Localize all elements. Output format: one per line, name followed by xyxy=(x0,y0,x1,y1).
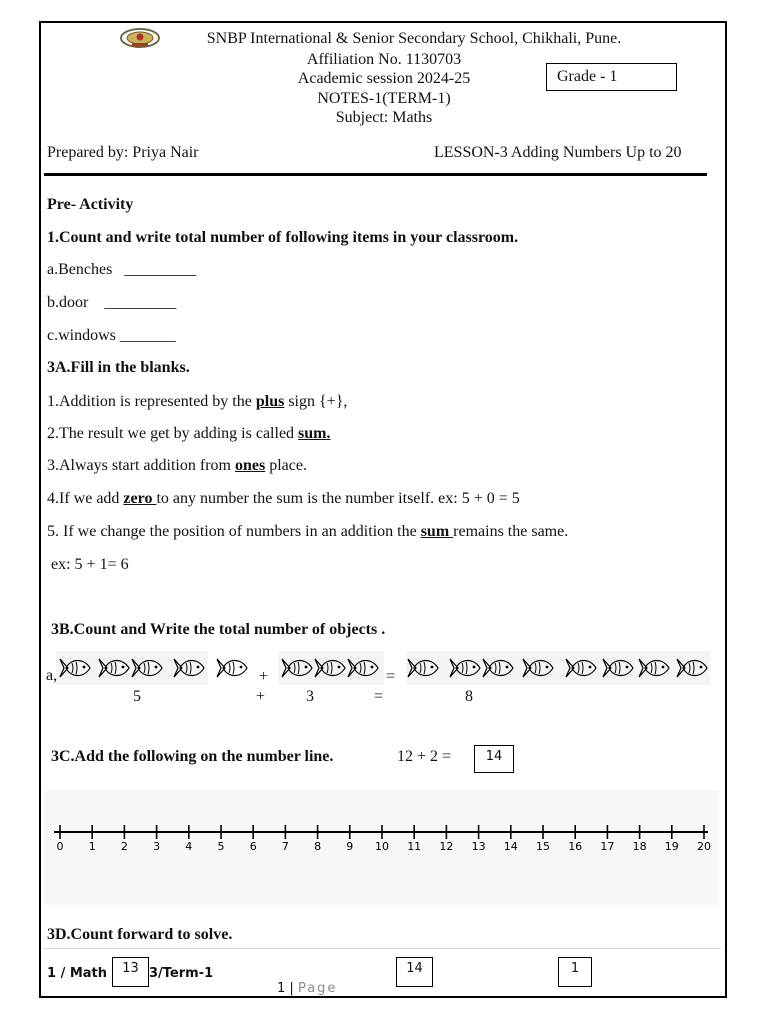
grade-box: Grade - 1 xyxy=(546,63,677,91)
number-line-label: 6 xyxy=(249,840,257,853)
fill-blank-example: ex: 5 + 1= 6 xyxy=(51,556,129,573)
pre-activity-item-windows: c.windows _______ xyxy=(47,327,176,344)
fish-icon xyxy=(97,655,131,681)
footer-code-a: 1 / Math xyxy=(47,966,108,981)
fish-icon xyxy=(521,655,555,681)
number-line-label: 7 xyxy=(281,840,289,853)
number-line-label: 18 xyxy=(632,840,647,853)
page-number: 1 xyxy=(277,981,286,996)
fill-blanks-title: 3A.Fill in the blanks. xyxy=(47,359,190,376)
fill-blank-sentence-1: 1.Addition is represented by the plus sign {+}, xyxy=(47,393,348,410)
count-plus-sign: + xyxy=(256,688,266,705)
answer-ones: ones xyxy=(234,457,266,474)
fish-icon xyxy=(346,655,380,681)
count-forward-answer-2[interactable]: 14 xyxy=(396,957,433,987)
lesson-title: LESSON-3 Adding Numbers Up to 20 xyxy=(434,144,682,161)
number-line-label: 12 xyxy=(439,840,454,853)
number-line-answer-box[interactable]: 14 xyxy=(474,745,514,773)
number-line-label: 15 xyxy=(536,840,550,853)
affiliation-number: Affiliation No. 1130703 xyxy=(306,51,462,68)
count-equals-sign: = xyxy=(374,688,384,705)
page-footer: 1 | Page xyxy=(277,981,338,996)
fish-icon xyxy=(130,655,164,681)
count-forward-title: 3D.Count forward to solve. xyxy=(47,926,233,943)
number-line-label: 16 xyxy=(568,840,583,853)
number-line-label: 8 xyxy=(314,840,322,853)
fill-blank-sentence-2: 2.The result we get by adding is called sum. xyxy=(47,425,331,442)
count-objects-prefix: a, xyxy=(46,667,58,684)
answer-zero: zero xyxy=(123,490,157,507)
number-line-label: 0 xyxy=(56,840,64,853)
academic-session: Academic session 2024-25 xyxy=(297,70,471,87)
fish-icon xyxy=(58,655,92,681)
number-line-label: 17 xyxy=(600,840,615,853)
count-objects-title: 3B.Count and Write the total number of objects . xyxy=(51,621,386,638)
footer-code-b: 3/Term-1 xyxy=(149,966,214,981)
pre-activity-question: 1.Count and write total number of following items in your classroom. xyxy=(47,229,519,246)
fish-icon xyxy=(215,655,249,681)
plus-sign: + xyxy=(259,668,269,685)
count-forward-answer-1[interactable]: 13 xyxy=(112,957,149,987)
number-line-label: 14 xyxy=(503,840,518,853)
number-line-title: 3C.Add the following on the number line. xyxy=(51,748,334,765)
count-forward-answer-3[interactable]: 1 xyxy=(558,957,592,987)
equals-sign: = xyxy=(386,668,396,685)
fish-icon xyxy=(601,655,635,681)
number-line xyxy=(52,818,714,854)
fish-icon xyxy=(406,655,440,681)
fish-icon xyxy=(481,655,515,681)
number-line-label: 10 xyxy=(375,840,389,853)
fill-blank-sentence-4: 4.If we add zero to any number the sum is the number itself. ex: 5 + 0 = 5 xyxy=(47,490,520,507)
number-line-equation: 12 + 2 = xyxy=(397,748,452,765)
fill-blank-sentence-5: 5. If we change the position of numbers in an addition the sum remains the same. xyxy=(47,523,569,540)
pre-activity-item-door: b.door _________ xyxy=(47,294,177,311)
pre-activity-title: Pre- Activity xyxy=(47,196,134,213)
number-line-label: 4 xyxy=(185,840,193,853)
fish-icon xyxy=(564,655,598,681)
fill-blank-sentence-3: 3.Always start addition from ones place. xyxy=(47,457,307,474)
header-divider xyxy=(44,173,707,176)
prepared-by: Prepared by: Priya Nair xyxy=(47,144,199,161)
page-word: Page xyxy=(297,981,338,996)
number-line-label: 13 xyxy=(471,840,486,853)
number-line-label: 2 xyxy=(120,840,128,853)
number-line-label: 20 xyxy=(697,840,711,853)
count-second-group: 3 xyxy=(306,688,314,705)
count-first-group: 5 xyxy=(133,688,141,705)
subject-title: Subject: Maths xyxy=(335,109,433,126)
number-line-label: 5 xyxy=(217,840,225,853)
count-total: 8 xyxy=(465,688,473,705)
fish-icon xyxy=(637,655,671,681)
footer-divider xyxy=(44,948,721,949)
school-name: SNBP International & Senior Secondary School, Chikhali, Pune. xyxy=(206,30,622,47)
number-line-label: 9 xyxy=(346,840,354,853)
fish-icon xyxy=(313,655,347,681)
pre-activity-item-benches: a.Benches _________ xyxy=(47,261,197,278)
fish-icon xyxy=(172,655,206,681)
fish-icon xyxy=(448,655,482,681)
answer-plus: plus xyxy=(255,393,285,410)
number-line-label: 3 xyxy=(153,840,161,853)
fish-icon xyxy=(280,655,314,681)
fish-icon xyxy=(675,655,709,681)
number-line-label: 1 xyxy=(88,840,96,853)
answer-sum: sum. xyxy=(298,425,331,442)
notes-title: NOTES-1(TERM-1) xyxy=(317,90,451,107)
number-line-label: 19 xyxy=(664,840,679,853)
answer-sum-2: sum xyxy=(420,523,454,540)
number-line-label: 11 xyxy=(407,840,422,853)
